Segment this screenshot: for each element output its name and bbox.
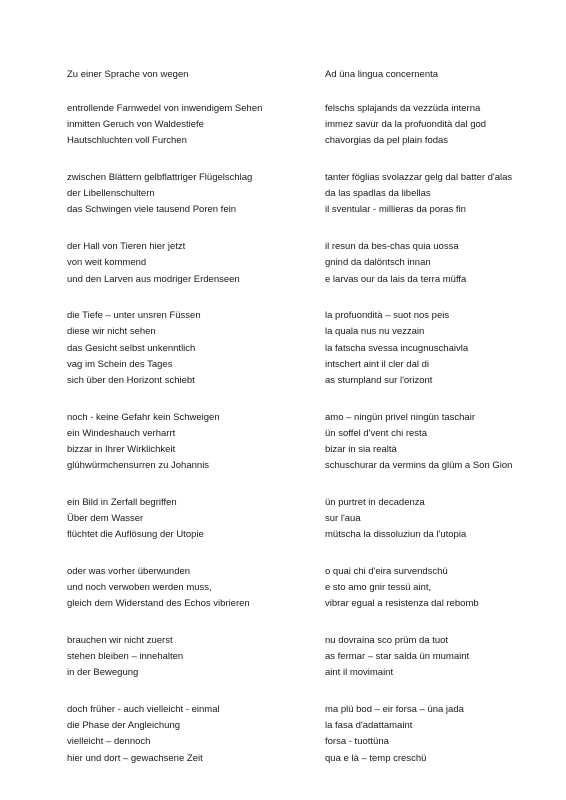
poem-line: oder was vorher überwunden [67, 565, 191, 577]
poem-line: entrollende Farnwedel von inwendigem Sehen [67, 103, 263, 114]
poem-line: und den Larven aus modriger Erdenseen [67, 273, 240, 285]
poem-line: as stumpland sur l'orizont [325, 374, 433, 386]
poem-line: von weit kommend [67, 257, 147, 269]
german-stanzas [67, 101, 307, 767]
poem-line: chavorgias da pel plain fodas [325, 135, 449, 147]
romansh-title: Ad üna lingua concernenta [325, 69, 439, 80]
poem-line: in der Bewegung [67, 667, 139, 679]
poem-line: o quai chi d'eira survendschü [325, 565, 448, 577]
poem-line: e sto amo gnir tessü aint, [325, 582, 432, 594]
stanza [325, 564, 560, 613]
poem-line: vag im Schein des Tages [67, 358, 173, 370]
poem-line: qua e là – temp creschü [325, 752, 427, 764]
poem-line: noch - keine Gefahr kein Schweigen [67, 411, 220, 423]
poem-line: ün soffel d'vent chi resta [325, 427, 427, 439]
poem-line: ein Bild in Zerfall begriffen [67, 496, 177, 508]
stanza [67, 239, 307, 288]
poem-line: brauchen wir nicht zuerst [67, 635, 173, 646]
romansh-column [325, 68, 560, 787]
stanza [67, 308, 307, 389]
poem-line: vibrar egual a resistenza dal rebomb [325, 598, 479, 610]
poem-line: die Tiefe – unter unsren Füssen [67, 310, 201, 322]
stanza [67, 170, 307, 219]
poem-line: sich über den Horizont schiebt [67, 374, 195, 386]
poem-line: der Hall von Tieren hier jetzt [67, 241, 186, 253]
poem-line: Über dem Wasser [67, 513, 144, 525]
romansh-stanzas [325, 101, 560, 767]
stanza [325, 410, 560, 475]
stanza [67, 495, 307, 544]
poem-line: und noch verwoben werden muss, [67, 582, 212, 594]
poem-line: zwischen Blättern gelbflattriger Flügelschlag [67, 172, 253, 184]
german-column [67, 68, 307, 787]
stanza [325, 308, 560, 389]
poem-line: la fasa d'adattamaint [325, 720, 413, 732]
poem-line: mütscha la dissoluziun da l'utopia [325, 529, 467, 541]
stanza [325, 170, 560, 219]
poem-line: doch früher - auch vielleicht - einmal [67, 704, 220, 716]
poem-line: das Gesicht selbst unkenntlich [67, 342, 196, 354]
poem-line: la quala nus nu vezzain [325, 326, 425, 338]
poem-line: tanter föglias svolazzar gelg dal batter d'alas [325, 172, 513, 184]
stanza [67, 101, 307, 150]
stanza [325, 101, 560, 150]
poem-line: inmitten Geruch von Waldestiefe [67, 119, 204, 131]
poem-line: forsa - tuottüna [325, 736, 389, 748]
poem-line: e larvas our da lais da terra müffa [325, 273, 467, 285]
poem-line: gnind da dalöntsch innan [325, 257, 431, 269]
poem-line: aint il movimaint [325, 667, 394, 679]
poem-line: da las spadlas da libellas [325, 188, 431, 200]
poem-line: der Libellenschultern [67, 188, 155, 200]
poem-line: die Phase der Angleichung [67, 720, 181, 732]
poem-line: das Schwingen viele tausend Poren fein [67, 204, 237, 216]
poem-line: vielleicht – dennoch [67, 736, 151, 748]
stanza [67, 633, 307, 682]
poem-line: diese wir nicht sehen [67, 326, 156, 338]
poem-line: intschert aint il cler dal di [325, 358, 430, 370]
poem-line: il sventular - millieras da poras fin [325, 204, 466, 216]
stanza [325, 702, 560, 767]
poem-line: bizar in sia realtà [325, 444, 397, 455]
poem-line: as fermar – star salda ün mumaint [325, 651, 470, 663]
poem-line: schuschurar da vermins da glüm a Son Gion [325, 460, 513, 472]
poem-line: la profuondità – suot nos peis [325, 310, 450, 322]
poem-line: felschs splajands da vezzüda interna [325, 103, 481, 114]
poem-line: il resun da bes-chas quia uossa [325, 241, 459, 253]
stanza [325, 495, 560, 544]
stanza [67, 410, 307, 475]
poem-line: bizzar in Ihrer Wirklichkeit [67, 444, 176, 455]
poem-line: ein Windeshauch verharrt [67, 427, 176, 439]
stanza [67, 564, 307, 613]
poem-line: amo – ningün privel ningün taschair [325, 411, 475, 423]
poem-line: la fatscha svessa incugnuschaivla [325, 342, 469, 354]
poem-line: hier und dort – gewachsene Zeit [67, 752, 203, 764]
poem-line: sur l'aua [325, 513, 361, 525]
poem-line: stehen bleiben – innehalten [67, 651, 184, 663]
german-title: Zu einer Sprache von wegen [67, 69, 189, 80]
poem-line: ma plü bod – eir forsa – üna jada [325, 704, 464, 716]
poem-line: nu dovraina sco prüm da tuot [325, 635, 449, 646]
poem-line: gleich dem Widerstand des Echos vibrieren [67, 598, 250, 610]
poem-line: ün purtret in decadenza [325, 496, 425, 508]
poem-line: Hautschluchten voll Furchen [67, 135, 187, 147]
stanza [325, 239, 560, 288]
poem-line: glühwürmchensurren zu Johannis [67, 460, 210, 472]
poem-line: immez savur da la profuondità dal god [325, 119, 487, 131]
stanza [67, 702, 307, 767]
stanza [325, 633, 560, 682]
poem-line: flüchtet die Auflösung der Utopie [67, 529, 204, 541]
